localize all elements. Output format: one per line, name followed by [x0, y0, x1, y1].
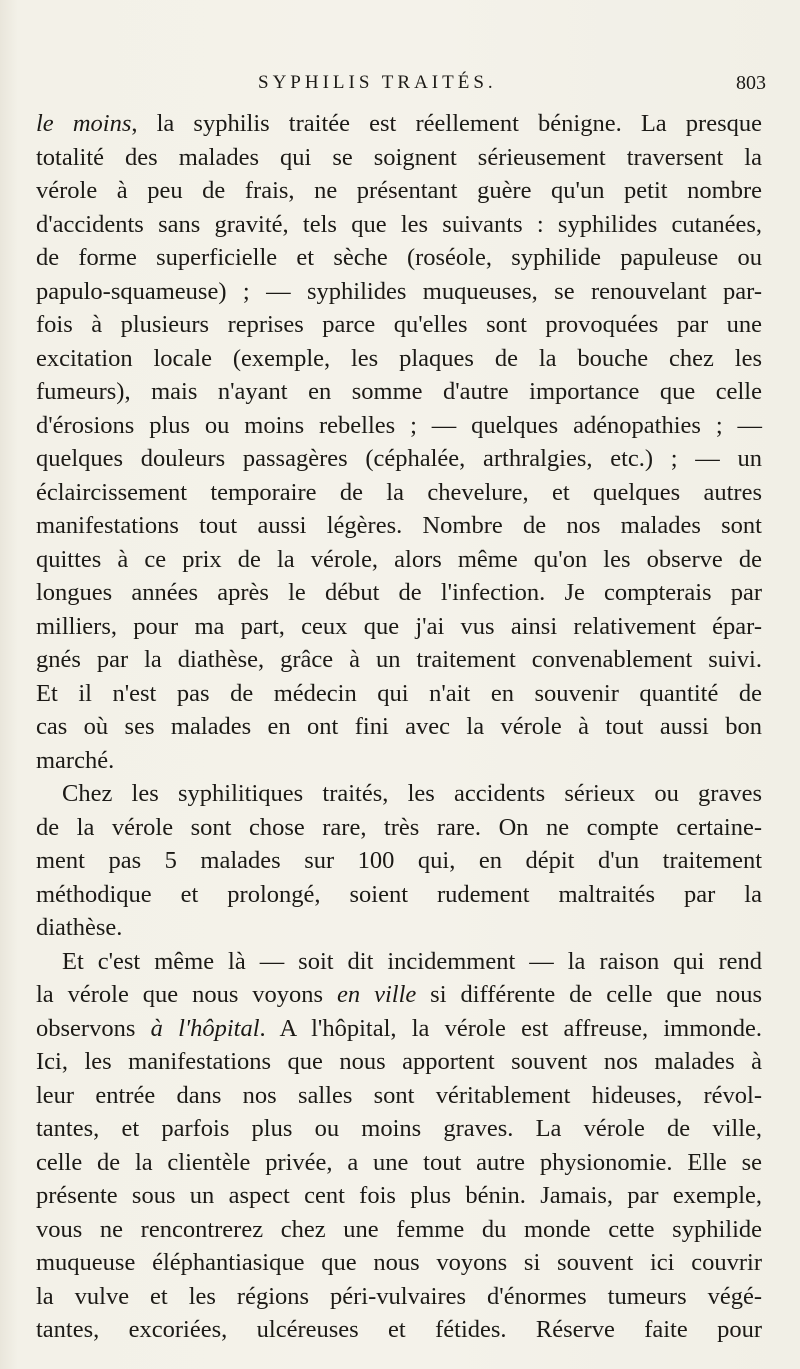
- text-line: éclaircissement temporaire de la chevelure, et quelques autres: [36, 478, 762, 506]
- text-line: fois à plusieurs reprises parce qu'elles sont provoquées par une: [36, 311, 762, 338]
- running-head: SYPHILIS TRAITÉS.: [258, 72, 497, 93]
- page-number: 803: [736, 72, 766, 94]
- text-line: vous ne rencontrerez chez une femme du monde cette syphilide: [36, 1215, 762, 1243]
- text-line: d'accidents sans gravité, tels que les suivants : syphilides cutanées,: [36, 210, 762, 238]
- text-line: gnés par la diathèse, grâce à un traitement convenablement suivi.: [36, 646, 762, 673]
- italic-phrase: en ville: [337, 981, 417, 1008]
- text-line: [36, 1012, 762, 1046]
- text-line: tantes, excoriées, ulcéreuses et fétides. Réserve faite pour: [36, 1316, 762, 1343]
- text-line: Et c'est même là — soit dit incidemment — la raison qui rend: [62, 947, 762, 975]
- text-line: vérole à peu de frais, ne présentant guère qu'un petit nombre: [36, 177, 762, 204]
- text-line: totalité des malades qui se soignent sérieusement traversent la: [36, 143, 762, 171]
- text-span: . A l'hôpital, la vérole est affreuse, immonde.: [259, 1014, 763, 1042]
- text-line: fumeurs), mais n'ayant en somme d'autre importance que celle: [36, 378, 762, 405]
- text-span: si différente de celle que nous: [416, 981, 762, 1008]
- page-header: [0, 72, 800, 100]
- text-line: Et il n'est pas de médecin qui n'ait en souvenir quantité de: [36, 679, 762, 707]
- text-line: quelques douleurs passagères (céphalée, arthralgies, etc.) ; — un: [36, 445, 762, 472]
- text-line: papulo-squameuse) ; — syphilides muqueuses, se renouvelant par-: [36, 277, 762, 305]
- text-line: manifestations tout aussi légères. Nombre de nos malades sont: [36, 512, 762, 539]
- text-line: quittes à ce prix de la vérole, alors même qu'on les observe de: [36, 545, 762, 573]
- text-line: la vulve et les régions péri-vulvaires d'énormes tumeurs végé-: [36, 1282, 762, 1310]
- body-text: [36, 107, 762, 1347]
- text-line: [36, 107, 762, 141]
- text-line: muqueuse éléphantiasique que nous voyons si souvent ici couvrir: [36, 1249, 762, 1276]
- italic-phrase: le moins: [36, 110, 132, 137]
- text-line: celle de la clientèle privée, a une tout autre physionomie. Elle se: [36, 1148, 762, 1176]
- text-line: de la vérole sont chose rare, très rare. On ne compte certaine-: [36, 813, 762, 841]
- text-line: de forme superficielle et sèche (roséole, syphilide papuleuse ou: [36, 244, 762, 271]
- text-line: diathèse.: [36, 914, 123, 941]
- text-span: observons: [36, 1014, 151, 1042]
- text-line: méthodique et prolongé, soient rudement maltraités par la: [36, 880, 762, 908]
- text-span: la vérole que nous voyons: [36, 981, 338, 1008]
- text-line: [36, 978, 762, 1012]
- text-line: cas où ses malades en ont fini avec la vérole à tout aussi bon: [36, 713, 762, 740]
- text-span: , la syphilis traitée est réellement bénigne. La presque: [131, 110, 763, 137]
- text-line: excitation locale (exemple, les plaques de la bouche chez les: [36, 344, 762, 372]
- text-line: présente sous un aspect cent fois plus bénin. Jamais, par exemple,: [36, 1182, 762, 1209]
- text-line: tantes, et parfois plus ou moins graves. La vérole de ville,: [36, 1115, 762, 1142]
- text-line: Chez les syphilitiques traités, les accidents sérieux ou graves: [62, 780, 762, 807]
- text-line: ment pas 5 malades sur 100 qui, en dépit d'un traitement: [36, 847, 762, 874]
- italic-phrase: à l'hôpital: [150, 1014, 260, 1042]
- text-line: d'érosions plus ou moins rebelles ; — quelques adénopathies ; —: [36, 411, 762, 439]
- text-line: leur entrée dans nos salles sont véritablement hideuses, révol-: [36, 1081, 762, 1109]
- text-line: milliers, pour ma part, ceux que j'ai vus ainsi relativement épar-: [36, 612, 762, 640]
- text-line: Ici, les manifestations que nous apportent souvent nos malades à: [36, 1048, 762, 1075]
- text-line: longues années après le début de l'infection. Je compterais par: [36, 579, 762, 606]
- text-line: marché.: [36, 746, 115, 774]
